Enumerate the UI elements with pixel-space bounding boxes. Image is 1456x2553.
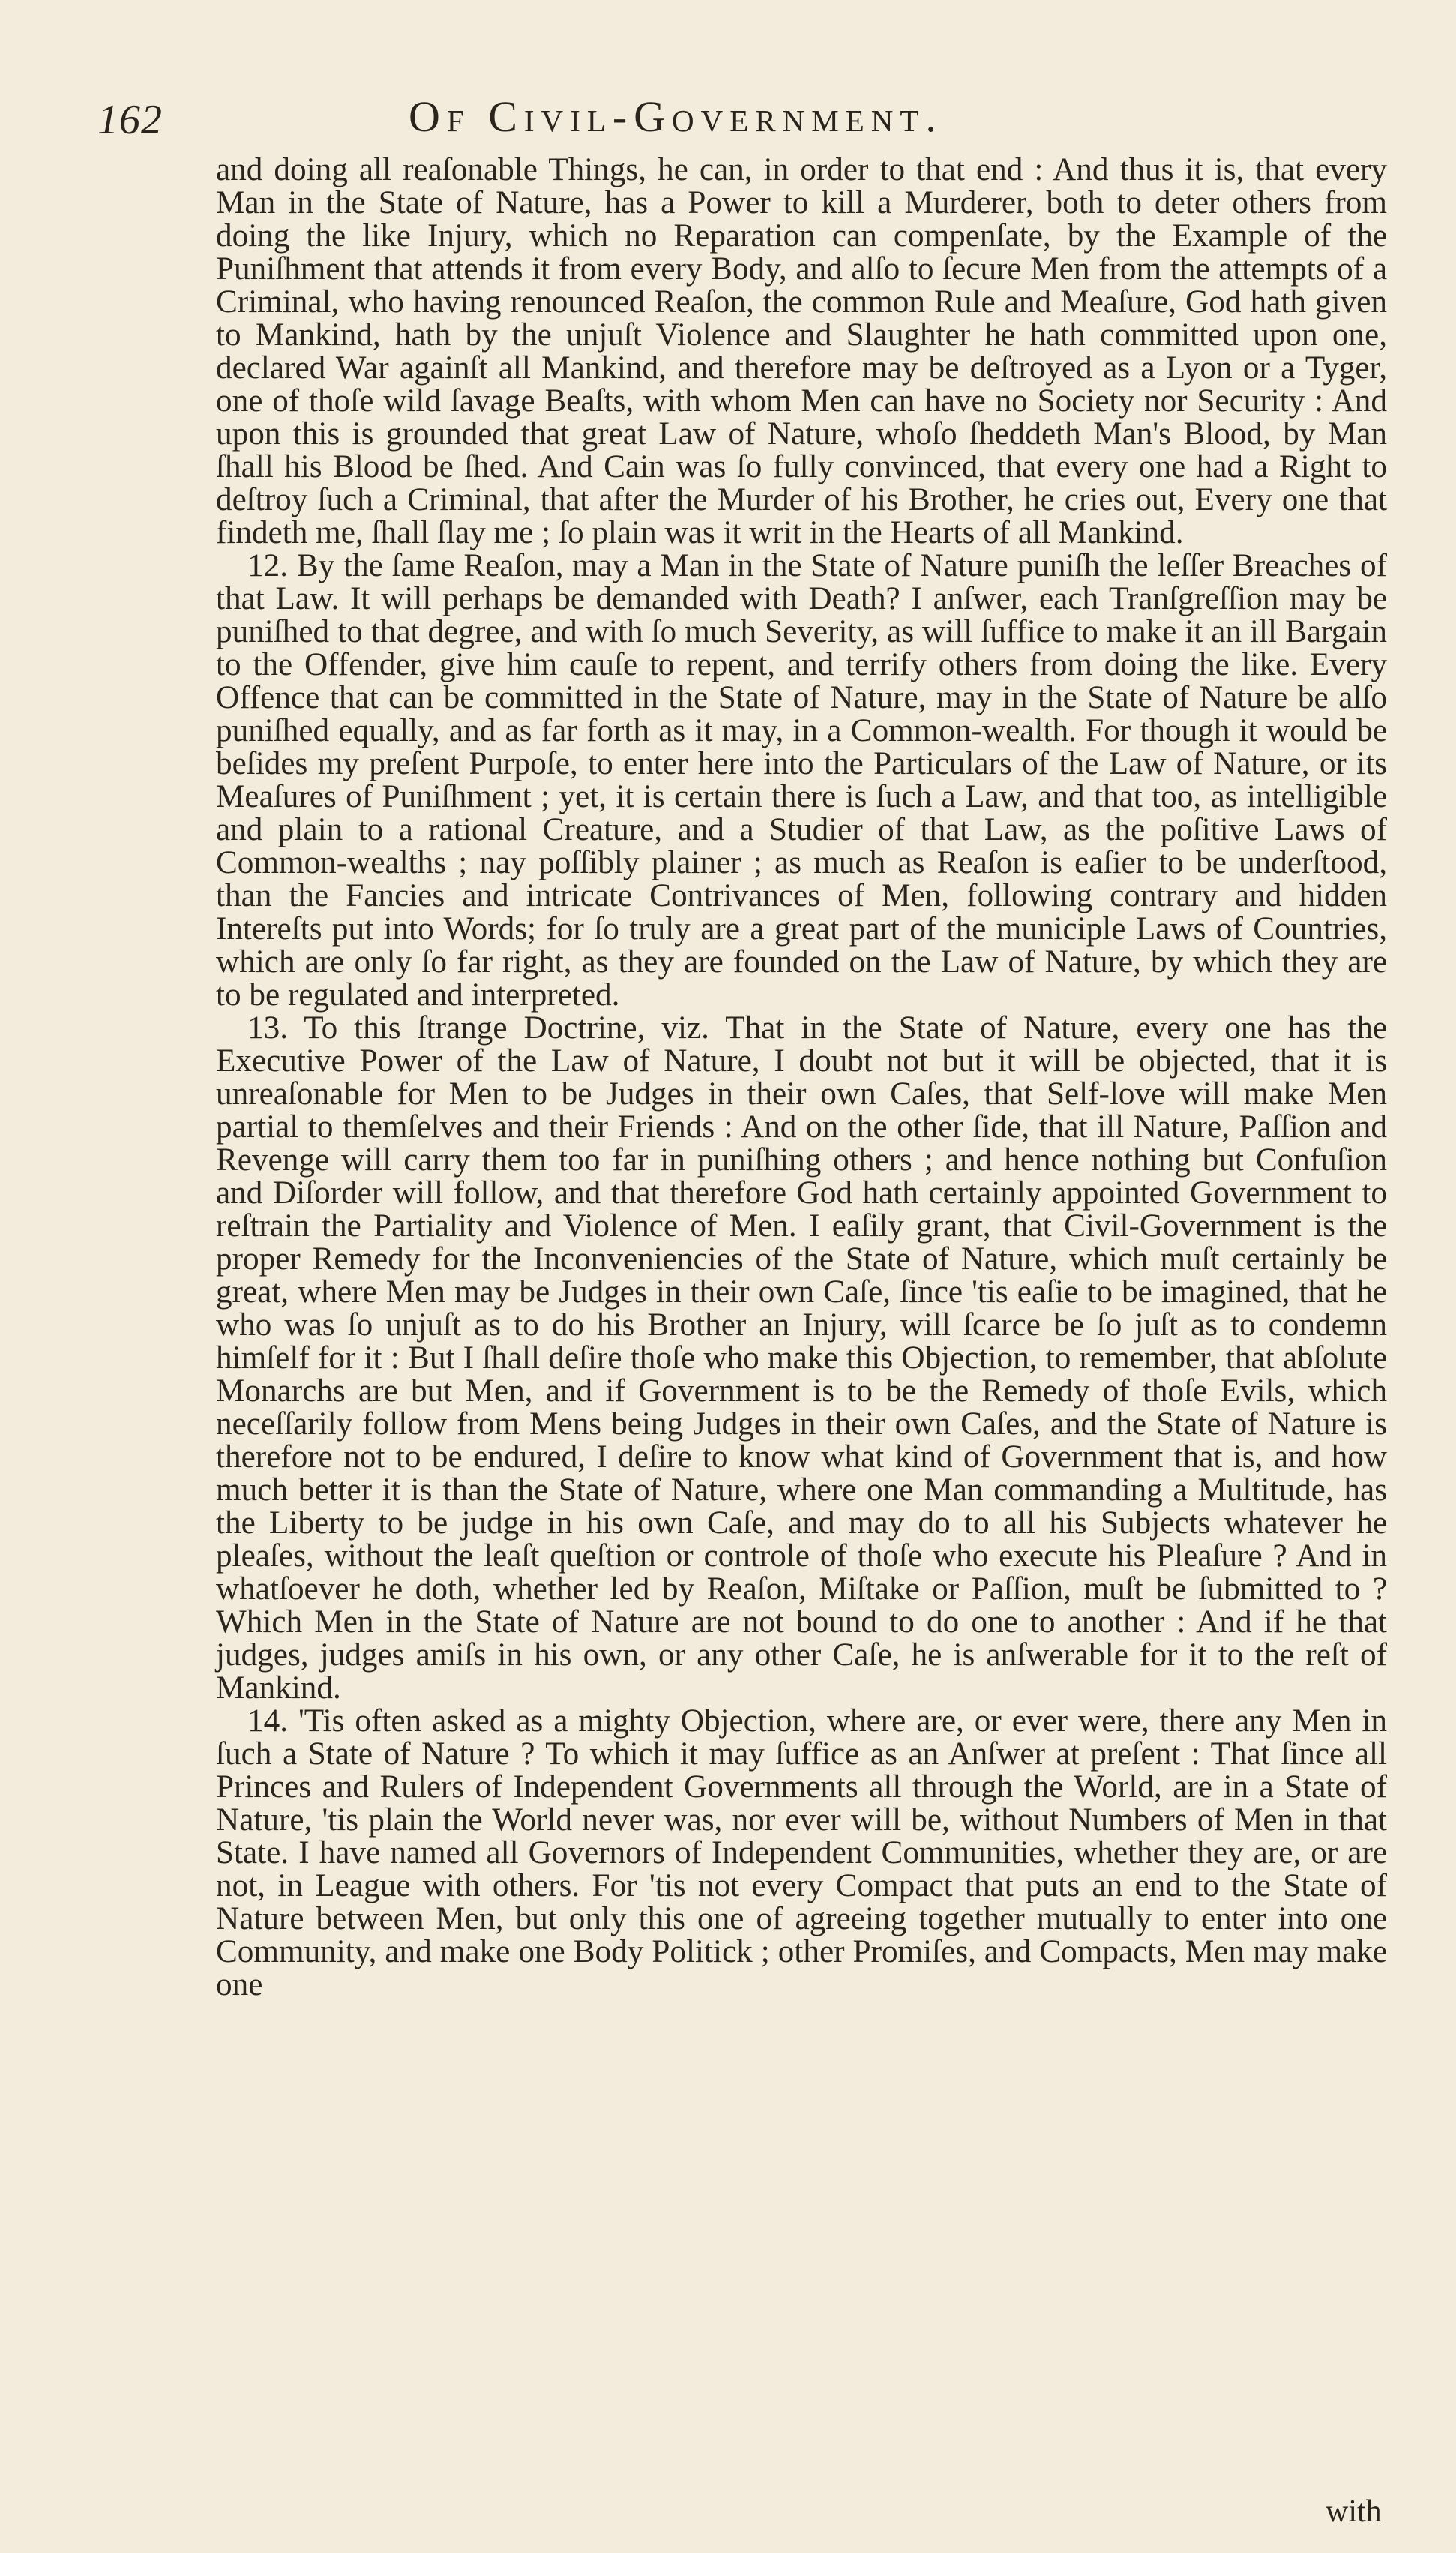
running-head: Of Civil-Government. — [409, 92, 943, 141]
page-body — [216, 154, 1387, 2002]
paragraph-14: 14. 'Tis often asked as a mighty Objection, where are, or ever were, there any Men in ſuch a State of Nature ? To which it may ſuffice as an Anſwer at preſent : That ſince all Princes and Rulers of Independent Governments all through the World, are in a State of Nature, 'tis plain the World never was, nor ever will be, without Numbers of Men in that State. I have named all Governors of Independent Communities, whether they are, or are not, in League with others. For 'tis not every Compact that puts an end to the State of Nature between Men, but only this one of agreeing together mutually to enter into one Community, and make one Body Politick ; other Promiſes, and Compacts, Men may make one — [216, 1703, 1387, 2002]
paragraph-continued: and doing all reaſonable Things, he can, in order to that end : And thus it is, that every Man in the State of Nature, has a Power to kill a Murderer, both to deter others from doing the like Injury, which no Reparation can compenſate, by the Example of the Puniſhment that attends it from every Body, and alſo to ſecure Men from the attempts of a Criminal, who having renounced Reaſon, the common Rule and Meaſure, God hath given to Mankind, hath by the unjuſt Violence and Slaughter he hath committed upon one, declared War againſt all Mankind, and therefore may be deſtroyed as a Lyon or a Tyger, one of thoſe wild ſavage Beaſts, with whom Men can have no Society nor Security : And upon this is grounded that great Law of Nature, whoſo ſheddeth Man's Blood, by Man ſhall his Blood be ſhed. And Cain was ſo fully convinced, that every one had a Right to deſtroy ſuch a Criminal, that after the Murder of his Brother, he cries out, Every one that findeth me, ſhall ſlay me ; ſo plain was it writ in the Hearts of all Mankind. — [216, 152, 1387, 550]
catchword: with — [1326, 2494, 1382, 2529]
paragraph-12: 12. By the ſame Reaſon, may a Man in the State of Nature puniſh the leſſer Breaches of that Law. It will perhaps be demanded with Death? I anſwer, each Tranſgreſſion may be puniſhed to that degree, and with ſo much Severity, as will ſuffice to make it an ill Bargain to the Offender, give him cauſe to repent, and terrify others from doing the like. Every Offence that can be committed in the State of Nature, may in the State of Nature be alſo puniſhed equally, and as far forth as it may, in a Common-wealth. For though it would be beſides my preſent Purpoſe, to enter here into the Particulars of the Law of Nature, or its Meaſures of Puniſhment ; yet, it is certain there is ſuch a Law, and that too, as intelligible and plain to a rational Creature, and a Studier of that Law, as the poſitive Laws of Common-wealths ; nay poſſibly plainer ; as much as Reaſon is eaſier to be underſtood, than the Fancies and intricate Contrivances of Men, following contrary and hidden Intereſts put into Words; for ſo truly are a great part of the municiple Laws of Countries, which are only ſo far right, as they are founded on the Law of Nature, by which they are to be regulated and interpreted. — [216, 548, 1387, 1012]
paragraph-13: 13. To this ſtrange Doctrine, viz. That in the State of Nature, every one has the Executive Power of the Law of Nature, I doubt not but it will be objected, that it is unreaſonable for Men to be Judges in their own Caſes, that Self-love will make Men partial to themſelves and their Friends : And on the other ſide, that ill Nature, Paſſion and Revenge will carry them too far in puniſhing others ; and hence nothing but Confuſion and Diſorder will follow, and that therefore God hath certainly appointed Government to reſtrain the Partiality and Violence of Men. I eaſily grant, that Civil-Government is the proper Remedy for the Inconveniencies of the State of Nature, which muſt certainly be great, where Men may be Judges in their own Caſe, ſince 'tis eaſie to be imagined, that he who was ſo unjuſt as to do his Brother an Injury, will ſcarce be ſo juſt as to condemn himſelf for it : But I ſhall deſire thoſe who make this Objection, to remember, that abſolute Monarchs are but Men, and if Government is to be the Remedy of thoſe Evils, which neceſſarily follow from Mens being Judges in their own Caſes, and the State of Nature is therefore not to be endured, I deſire to know what kind of Government that is, and how much better it is than the State of Nature, where one Man commanding a Multitude, has the Liberty to be judge in his own Caſe, and may do to all his Subjects whatever he pleaſes, without the leaſt queſtion or controle of thoſe who execute his Pleaſure ? And in whatſoever he doth, whether led by Reaſon, Miſtake or Paſſion, muſt be ſubmitted to ? Which Men in the State of Nature are not bound to do one to another : And if he that judges, judges amiſs in his own, or any other Caſe, he is anſwerable for it to the reſt of Mankind. — [216, 1010, 1387, 1706]
page-number: 162 — [97, 97, 163, 143]
